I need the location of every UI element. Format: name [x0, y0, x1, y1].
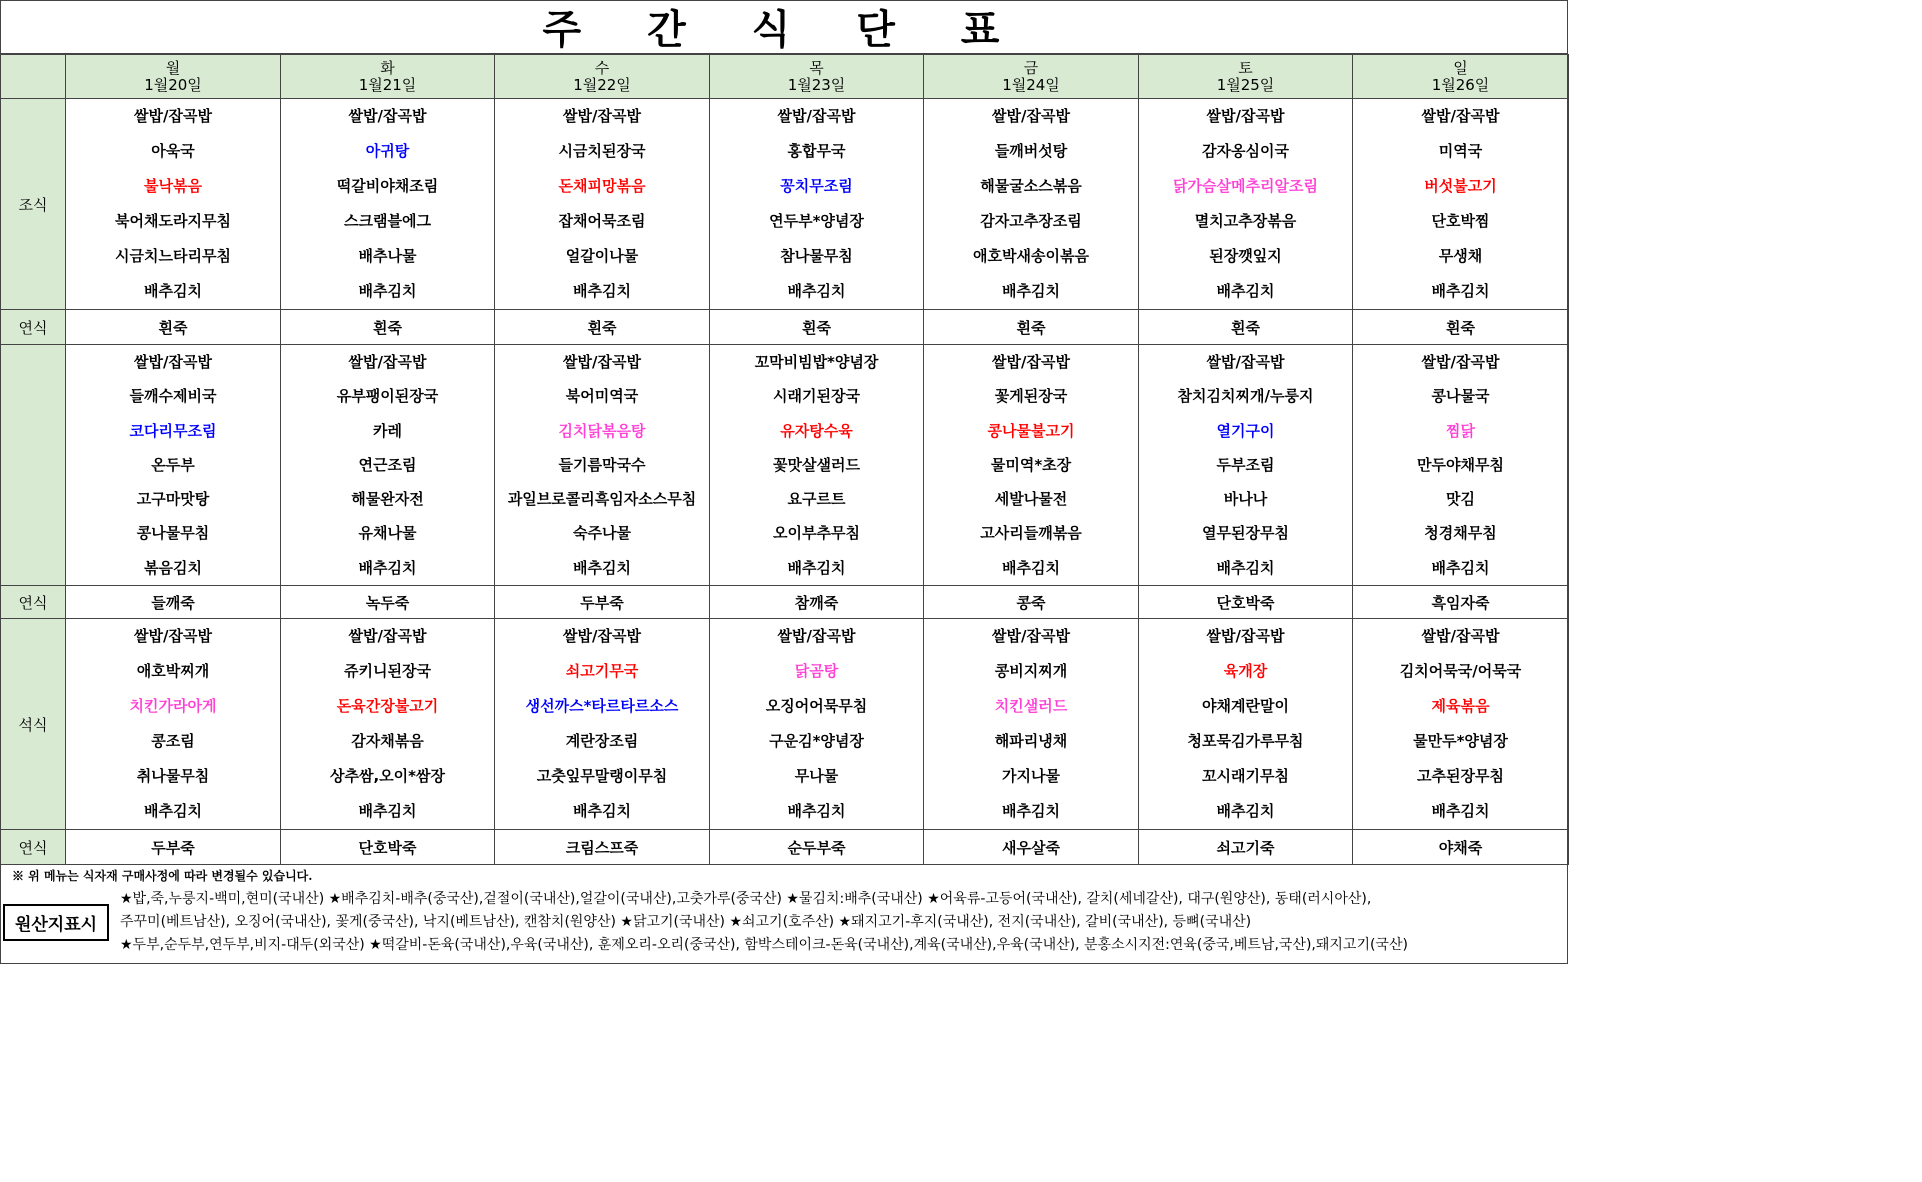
menu-item: 만두야채무침 — [1417, 455, 1504, 474]
porridge-item — [924, 830, 1139, 865]
menu-item: 유자탕수육 — [780, 421, 853, 440]
menu-item: 참치김치찌개/누룽지 — [1177, 387, 1314, 406]
menu-item: 배추김치 — [1216, 802, 1275, 821]
menu-item: 김치닭볶음탕 — [558, 421, 646, 440]
menu-item: 배추김치 — [144, 802, 202, 821]
porridge-item — [66, 310, 281, 345]
menu-item: 꽃게된장국 — [994, 387, 1068, 406]
dinner-menu-cell — [66, 619, 281, 830]
porridge-item — [924, 310, 1139, 345]
menu-item: 육개장 — [1223, 662, 1268, 681]
dinner-menu-cell — [495, 619, 710, 830]
dinner-menu-cell — [710, 619, 924, 830]
day-date: 1월21일 — [358, 75, 417, 94]
menu-item: 들깨수제비국 — [129, 387, 217, 406]
menu-item: 배추김치 — [1431, 558, 1490, 577]
menu-item: 쌀밥/잡곡밥 — [1421, 627, 1500, 646]
day-header — [924, 55, 1139, 99]
porridge-item — [495, 830, 710, 865]
menu-item: 쌀밥/잡곡밥 — [134, 627, 212, 646]
day-name: 금 — [1023, 58, 1039, 77]
menu-item: 아욱국 — [151, 142, 195, 160]
menu-item: 쌀밥/잡곡밥 — [563, 627, 641, 646]
porridge-item — [1353, 830, 1569, 865]
menu-item: 카레 — [373, 421, 402, 440]
day-date: 1월23일 — [787, 75, 846, 94]
day-header-row — [1, 55, 1569, 99]
meal-label: 연식 — [1, 310, 66, 345]
origin-line: ★밥,죽,누룽지-백미,현미(국내산) ★배추김치-배추(중국산),겉절이(국내산),얼갈이(국내산),고춧가루(중국산) ★물김치:배추(국내산) ★어육류-고등어(국내산), 갈치(세네갈산), 대구(원양산), 동태(러시아산), — [120, 891, 1372, 907]
meal-label: 석식 — [1, 619, 66, 830]
menu-item: 애호박찌개 — [136, 662, 210, 681]
breakfast-row — [1, 99, 1569, 310]
day-header — [66, 55, 281, 99]
breakfast-menu-cell — [495, 99, 710, 310]
menu-item: 된장깻잎지 — [1209, 247, 1282, 265]
day-name: 수 — [594, 58, 610, 77]
menu-item: 오이부추무침 — [773, 524, 860, 543]
menu-item: 아귀탕 — [365, 142, 410, 160]
snack2-row — [1, 586, 1569, 619]
menu-item: 단호박찜 — [1431, 212, 1490, 230]
day-date: 1월25일 — [1216, 75, 1275, 94]
menu-item: 콩나물무침 — [136, 524, 210, 543]
menu-item: 오징어어묵무침 — [765, 697, 868, 716]
menu-item: 배추김치 — [787, 802, 846, 821]
porridge-item — [281, 830, 495, 865]
menu-item: 쌀밥/잡곡밥 — [1206, 627, 1285, 646]
menu-item: 쌀밥/잡곡밥 — [992, 353, 1070, 371]
menu-item: 상추쌈,오이*쌈장 — [330, 767, 445, 786]
menu-item: 치킨가라아게 — [129, 697, 217, 716]
menu-item: 배추김치 — [358, 802, 417, 821]
menu-item: 들기름막국수 — [558, 455, 646, 474]
menu-item: 배추김치 — [1216, 282, 1275, 300]
menu-item: 야채죽 — [1438, 838, 1483, 857]
menu-item: 해물완자전 — [351, 490, 424, 509]
menu-item: 꼬막비빔밥*양념장 — [754, 353, 879, 371]
menu-item: 순두부죽 — [787, 838, 846, 857]
menu-item: 무생채 — [1438, 247, 1483, 265]
menu-item: 쌀밥/잡곡밥 — [348, 107, 427, 125]
origin-line: ★두부,순두부,연두부,비지-대두(외국산) ★떡갈비-돈육(국내산),우육(국내산), 훈제오리-오리(중국산), 함박스테이크-돈육(국내산),계육(국내산),우육(국내산), 분홍소시지전:연육(중국,베트남,국산),돼지고기(국산) — [120, 937, 1408, 953]
menu-item: 해물굴소스볶음 — [980, 177, 1082, 195]
menu-item: 흰죽 — [587, 318, 617, 337]
menu-item: 떡갈비야채조림 — [336, 177, 439, 195]
menu-item: 시금치느타리무침 — [115, 247, 231, 265]
porridge-item — [495, 586, 710, 619]
menu-item: 쌀밥/잡곡밥 — [777, 107, 856, 125]
porridge-item — [1353, 310, 1569, 345]
day-date: 1월20일 — [144, 75, 202, 94]
menu-item: 얼갈이나물 — [565, 247, 639, 265]
menu-item: 두부조림 — [1216, 455, 1275, 474]
day-date: 1월24일 — [1002, 75, 1060, 94]
lunch-menu-cell — [924, 345, 1139, 586]
menu-item: 흰죽 — [1016, 318, 1046, 337]
meal-label: 연식 — [1, 586, 66, 619]
menu-item: 녹두죽 — [365, 593, 410, 612]
menu-item: 두부죽 — [580, 593, 624, 612]
menu-item: 쌀밥/잡곡밥 — [1421, 107, 1500, 125]
menu-item: 배추김치 — [1431, 282, 1490, 300]
menu-item: 배추김치 — [573, 802, 631, 821]
menu-item: 흰죽 — [802, 318, 831, 337]
menu-item: 고구마맛탕 — [136, 490, 210, 509]
menu-item: 배추김치 — [787, 558, 846, 577]
menu-item: 연두부*양념장 — [769, 212, 864, 230]
menu-item: 쌀밥/잡곡밥 — [1206, 353, 1285, 371]
day-header — [1139, 55, 1353, 99]
porridge-item — [710, 310, 924, 345]
menu-item: 생선까스*타르타르소스 — [525, 697, 679, 716]
menu-item: 취나물무침 — [136, 767, 210, 786]
menu-item: 청경채무침 — [1424, 524, 1497, 543]
menu-item: 버섯불고기 — [1424, 177, 1497, 195]
menu-item: 콩비지찌개 — [994, 662, 1068, 681]
breakfast-menu-cell — [710, 99, 924, 310]
menu-item: 과일브로콜리흑임자소스무침 — [507, 490, 697, 509]
menu-item: 미역국 — [1438, 142, 1483, 160]
menu-item: 요구르트 — [787, 490, 846, 509]
menu-item: 쌀밥/잡곡밥 — [134, 107, 212, 125]
meal-label: 조식 — [1, 99, 66, 310]
porridge-item — [924, 586, 1139, 619]
menu-item: 들깨버섯탕 — [994, 142, 1068, 160]
lunch-menu-cell — [1353, 345, 1569, 586]
menu-item: 닭가슴살메추리알조림 — [1173, 177, 1318, 195]
menu-item: 흰죽 — [1446, 318, 1475, 337]
menu-item: 북어미역국 — [565, 387, 639, 406]
menu-item: 배추김치 — [787, 282, 846, 300]
menu-item: 두부죽 — [151, 838, 195, 857]
menu-item: 홍합무국 — [787, 142, 846, 160]
origin-line: 주꾸미(베트남산), 오징어(국내산), 꽃게(중국산), 낙지(베트남산), 캔참치(원양산) ★닭고기(국내산) ★쇠고기(호주산) ★돼지고기-후지(국내산), 전지(국내산), 갈비(국내산), 등뼈(국내산) — [120, 914, 1252, 930]
menu-item: 배추김치 — [1431, 802, 1490, 821]
meal-label: 연식 — [1, 830, 66, 865]
menu-item: 고사리들깨볶음 — [980, 524, 1082, 543]
menu-change-notice: ※ 위 메뉴는 식자재 구매사정에 따라 변경될수 있습니다. — [12, 869, 313, 883]
menu-item: 배추김치 — [573, 558, 631, 577]
menu-item: 쥬키니된장국 — [344, 662, 431, 681]
lunch-row — [1, 345, 1569, 586]
menu-item: 콩죽 — [1016, 593, 1046, 612]
menu-item: 연근조림 — [358, 455, 417, 474]
breakfast-menu-cell — [66, 99, 281, 310]
day-date: 1월22일 — [573, 75, 631, 94]
menu-item: 쌀밥/잡곡밥 — [348, 627, 427, 646]
menu-item: 코다리무조림 — [129, 421, 217, 440]
menu-item: 북어채도라지무침 — [115, 212, 231, 230]
menu-item: 바나나 — [1223, 490, 1268, 509]
porridge-item — [710, 830, 924, 865]
menu-item: 배추김치 — [144, 282, 202, 300]
menu-table — [0, 54, 1569, 865]
day-name: 월 — [165, 58, 181, 77]
breakfast-menu-cell — [281, 99, 495, 310]
menu-item: 콩조림 — [151, 732, 195, 751]
menu-item: 애호박새송이볶음 — [973, 247, 1089, 265]
menu-item: 배추김치 — [358, 558, 417, 577]
menu-item: 불낙볶음 — [144, 177, 202, 195]
menu-item: 제육볶음 — [1431, 697, 1490, 716]
menu-item: 꽁치무조림 — [780, 177, 853, 195]
menu-item: 배추김치 — [1002, 802, 1060, 821]
menu-item: 감자옹심이국 — [1202, 142, 1289, 160]
day-header — [710, 55, 924, 99]
menu-item: 열기구이 — [1216, 421, 1275, 440]
porridge-item — [281, 586, 495, 619]
dinner-menu-cell — [281, 619, 495, 830]
menu-item: 참깨죽 — [794, 593, 839, 612]
dinner-menu-cell — [1139, 619, 1353, 830]
menu-item: 구운김*양념장 — [769, 732, 864, 751]
menu-item: 찜닭 — [1446, 421, 1475, 440]
lunch-menu-cell — [495, 345, 710, 586]
lunch-menu-cell — [66, 345, 281, 586]
menu-item: 새우살죽 — [1002, 838, 1060, 857]
menu-item: 유부팽이된장국 — [336, 387, 439, 406]
menu-item: 볶음김치 — [144, 558, 202, 577]
menu-item: 잡채어묵조림 — [558, 212, 646, 230]
menu-item: 배추나물 — [358, 247, 417, 265]
day-header — [281, 55, 495, 99]
menu-item: 열무된장무침 — [1202, 524, 1289, 543]
menu-item: 배추김치 — [1002, 558, 1060, 577]
menu-item: 콩나물불고기 — [987, 421, 1075, 440]
menu-item: 가지나물 — [1002, 767, 1060, 786]
menu-item: 꽃맛살샐러드 — [773, 455, 860, 474]
origin-label: 원산지표시 — [3, 904, 109, 941]
dinner-row — [1, 619, 1569, 830]
origin-details — [120, 888, 1564, 957]
menu-item: 쌀밥/잡곡밥 — [563, 353, 641, 371]
menu-item: 시금치된장국 — [558, 142, 646, 160]
porridge-item — [1139, 830, 1353, 865]
menu-item: 돈육간장불고기 — [336, 697, 439, 716]
menu-item: 감자채볶음 — [351, 732, 424, 751]
menu-item: 들깨죽 — [151, 593, 195, 612]
menu-item: 감자고추장조림 — [980, 212, 1082, 230]
meal-label — [1, 345, 66, 586]
snack1-row — [1, 310, 1569, 345]
menu-item: 흰죽 — [1231, 318, 1260, 337]
dinner-menu-cell — [924, 619, 1139, 830]
menu-item: 배추김치 — [1002, 282, 1060, 300]
menu-item: 계란장조림 — [565, 732, 639, 751]
menu-item: 크림스프죽 — [565, 838, 639, 857]
snack3-row — [1, 830, 1569, 865]
lunch-menu-cell — [281, 345, 495, 586]
menu-item: 물만두*양념장 — [1413, 732, 1508, 751]
porridge-item — [1139, 310, 1353, 345]
menu-item: 유채나물 — [358, 524, 417, 543]
breakfast-menu-cell — [1353, 99, 1569, 310]
menu-item: 세발나물전 — [994, 490, 1068, 509]
day-name: 목 — [809, 58, 824, 77]
menu-item: 시래기된장국 — [773, 387, 860, 406]
day-name: 토 — [1238, 58, 1253, 77]
breakfast-menu-cell — [1139, 99, 1353, 310]
menu-item: 배추김치 — [573, 282, 631, 300]
menu-item: 쇠고기죽 — [1216, 838, 1275, 857]
menu-item: 콩나물국 — [1431, 387, 1490, 406]
menu-item: 쌀밥/잡곡밥 — [992, 627, 1070, 646]
menu-item: 김치어묵국/어묵국 — [1399, 662, 1522, 681]
porridge-item — [710, 586, 924, 619]
menu-item: 야채계란말이 — [1202, 697, 1289, 716]
menu-item: 쇠고기무국 — [565, 662, 639, 681]
menu-item: 온두부 — [151, 455, 195, 474]
porridge-item — [1139, 586, 1353, 619]
menu-item: 흰죽 — [373, 318, 402, 337]
menu-item: 멸치고추장볶음 — [1194, 212, 1297, 230]
porridge-item — [281, 310, 495, 345]
menu-item: 돈채피망볶음 — [558, 177, 646, 195]
menu-item: 물미역*초장 — [990, 455, 1072, 474]
menu-item: 쌀밥/잡곡밥 — [992, 107, 1070, 125]
menu-item: 쌀밥/잡곡밥 — [348, 353, 427, 371]
day-name: 일 — [1453, 58, 1468, 77]
breakfast-menu-cell — [924, 99, 1139, 310]
menu-item: 닭곰탕 — [794, 662, 839, 681]
menu-item: 쌀밥/잡곡밥 — [563, 107, 641, 125]
menu-item: 해파리냉채 — [994, 732, 1068, 751]
porridge-item — [66, 586, 281, 619]
porridge-item — [1353, 586, 1569, 619]
menu-item: 스크램블에그 — [344, 212, 431, 230]
dinner-menu-cell — [1353, 619, 1569, 830]
menu-item: 참나물무침 — [780, 247, 853, 265]
menu-item: 맛김 — [1446, 490, 1475, 509]
menu-item: 흰죽 — [158, 318, 188, 337]
menu-item: 무나물 — [794, 767, 839, 786]
day-date: 1월26일 — [1431, 75, 1490, 94]
day-header — [1353, 55, 1569, 99]
menu-item: 쌀밥/잡곡밥 — [1421, 353, 1500, 371]
menu-item: 고추된장무침 — [1417, 767, 1504, 786]
porridge-item — [495, 310, 710, 345]
lunch-menu-cell — [1139, 345, 1353, 586]
menu-item: 쌀밥/잡곡밥 — [777, 627, 856, 646]
menu-item: 고춧잎무말랭이무침 — [536, 767, 668, 786]
menu-item: 흑임자죽 — [1431, 593, 1490, 612]
menu-item: 쌀밥/잡곡밥 — [1206, 107, 1285, 125]
menu-item: 쌀밥/잡곡밥 — [134, 353, 212, 371]
porridge-item — [66, 830, 281, 865]
menu-item: 단호박죽 — [358, 838, 417, 857]
menu-item: 배추김치 — [358, 282, 417, 300]
menu-item: 단호박죽 — [1216, 593, 1275, 612]
lunch-menu-cell — [710, 345, 924, 586]
day-header — [495, 55, 710, 99]
menu-item: 치킨샐러드 — [994, 697, 1068, 716]
menu-item: 청포묵김가루무침 — [1187, 732, 1304, 751]
menu-item: 배추김치 — [1216, 558, 1275, 577]
page-title: 주 간 식 단 표 — [0, 0, 1568, 54]
corner-cell — [1, 55, 66, 99]
menu-item: 숙주나물 — [573, 524, 631, 543]
menu-item: 꼬시래기무침 — [1202, 767, 1289, 786]
day-name: 화 — [380, 58, 395, 77]
